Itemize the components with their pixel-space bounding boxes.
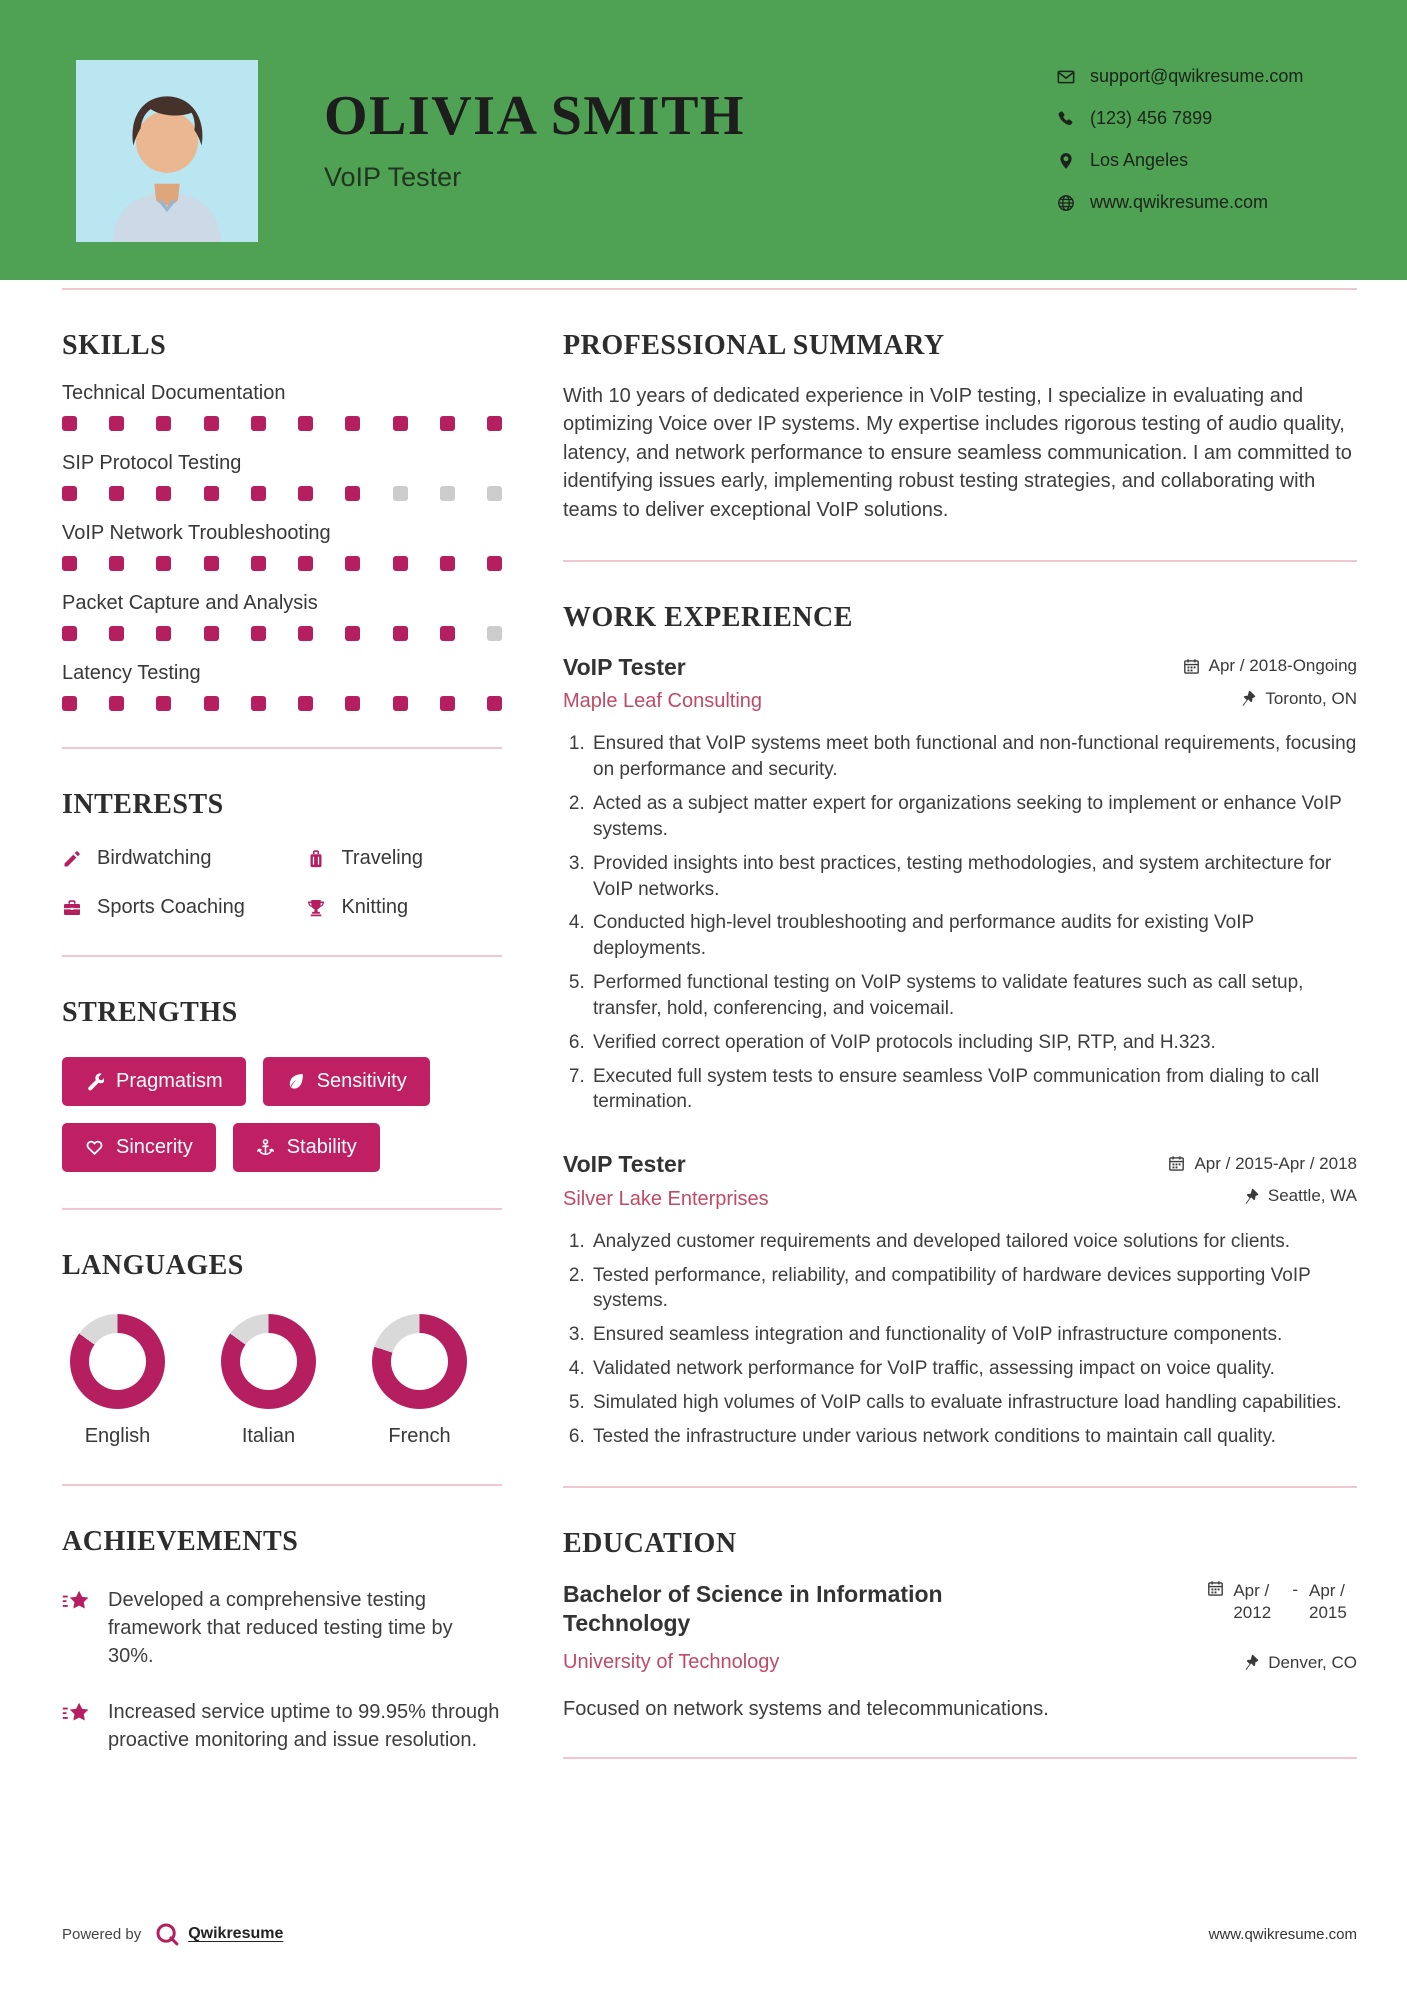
skill-item — [62, 452, 502, 501]
rating-square — [298, 486, 313, 501]
powered-by-label: Powered by — [62, 1925, 142, 1943]
interest-label: Sports Coaching — [97, 896, 245, 918]
contact-text: support@qwikresume.com — [1090, 66, 1304, 86]
language-label: English — [84, 1425, 151, 1447]
rating-square — [345, 416, 360, 431]
brand-name[interactable]: Qwikresume — [188, 1925, 284, 1942]
rating-square — [393, 416, 408, 431]
education-section — [563, 1528, 1357, 1722]
language-donut — [372, 1314, 467, 1409]
interest-item — [306, 896, 502, 919]
dates-text: Apr / 2015-Apr / 2018 — [1194, 1153, 1357, 1173]
rating-square — [487, 626, 502, 641]
pushpin-icon — [1242, 1654, 1259, 1671]
job-bullet: 4. Validated network performance for VoIP traffic, assessing impact on voice quality. — [590, 1356, 1357, 1382]
rating-square — [109, 556, 124, 571]
skill-item — [62, 592, 502, 641]
section-divider — [62, 955, 502, 957]
rating-square — [298, 416, 313, 431]
anchor-icon — [256, 1138, 275, 1157]
phone-icon — [1057, 110, 1075, 128]
education-dates — [1207, 1580, 1357, 1624]
avatar — [76, 60, 258, 242]
rating-square — [204, 556, 219, 571]
rating-square — [62, 626, 77, 641]
globe-icon — [1057, 194, 1075, 212]
job-bullet: 6. Tested the infrastructure under various network conditions to maintain call quality. — [590, 1424, 1357, 1450]
interests-section — [62, 789, 502, 919]
rating-square — [251, 416, 266, 431]
rating-square — [109, 416, 124, 431]
job-entry — [563, 654, 1357, 1115]
contact-item[interactable] — [1057, 150, 1357, 171]
achievements-list — [62, 1586, 502, 1754]
skill-rating — [62, 486, 502, 501]
work-entries — [563, 654, 1357, 1450]
interest-item — [306, 847, 502, 870]
rating-square — [251, 626, 266, 641]
rating-square — [345, 486, 360, 501]
rating-square — [440, 696, 455, 711]
rating-square — [393, 556, 408, 571]
suitcase-icon — [306, 849, 326, 869]
email-icon — [1057, 68, 1075, 86]
interests-grid — [62, 847, 502, 919]
skill-rating — [62, 556, 502, 571]
interest-label: Birdwatching — [97, 847, 212, 869]
contact-text: www.qwikresume.com — [1090, 192, 1269, 212]
language-label: Italian — [241, 1425, 296, 1447]
strength-label: Stability — [286, 1136, 357, 1158]
leaf-icon — [286, 1072, 305, 1091]
content-columns — [0, 290, 1407, 1759]
rating-square — [487, 556, 502, 571]
skill-name: Technical Documentation — [62, 382, 286, 404]
job-bullet: 2. Tested performance, reliability, and compatibility of hardware devices supporting VoIP systems. — [590, 1263, 1357, 1315]
rating-square — [393, 486, 408, 501]
rating-square — [251, 486, 266, 501]
rating-square — [62, 696, 77, 711]
job-title: VoIP Tester — [563, 653, 686, 680]
strength-pill — [233, 1123, 380, 1172]
rating-square — [62, 416, 77, 431]
rating-square — [62, 556, 77, 571]
contact-list — [1057, 60, 1357, 234]
rating-square — [156, 486, 171, 501]
interests-heading: INTERESTS — [62, 789, 224, 820]
footer — [62, 1922, 1357, 1946]
education-entry — [563, 1580, 1357, 1640]
person-name: OLIVIA SMITH — [324, 85, 745, 147]
location-text: Seattle, WA — [1267, 1186, 1357, 1206]
rating-square — [487, 486, 502, 501]
star-icon — [62, 1700, 90, 1728]
job-bullet: 6. Verified correct operation of VoIP protocols including SIP, RTP, and H.323. — [590, 1030, 1357, 1056]
summary-heading: PROFESSIONAL SUMMARY — [563, 330, 945, 361]
skill-rating — [62, 416, 502, 431]
strengths-section — [62, 997, 502, 1172]
language-donut — [70, 1314, 165, 1409]
rating-square — [298, 556, 313, 571]
work-heading: WORK EXPERIENCE — [563, 601, 853, 633]
language-donut — [221, 1314, 316, 1409]
job-bullets — [563, 731, 1357, 1115]
achievement-item — [62, 1586, 502, 1670]
rating-square — [251, 696, 266, 711]
rating-square — [298, 696, 313, 711]
section-divider — [563, 1486, 1357, 1488]
end-date: Apr / 2015 — [1309, 1580, 1347, 1622]
work-section — [563, 602, 1357, 1450]
languages-section — [62, 1250, 502, 1448]
education-subrow — [563, 1651, 1357, 1674]
achievements-section — [62, 1526, 502, 1754]
pushpin-icon — [1239, 690, 1256, 707]
rating-square — [156, 556, 171, 571]
strengths-heading: STRENGTHS — [62, 997, 238, 1028]
interest-item — [62, 896, 306, 919]
left-column — [62, 290, 502, 1754]
rating-square — [109, 626, 124, 641]
skill-name: VoIP Network Troubleshooting — [62, 522, 331, 544]
job-bullets — [563, 1229, 1357, 1450]
language-label: French — [388, 1425, 451, 1447]
company-name: Maple Leaf Consulting — [563, 690, 763, 713]
strength-pill — [62, 1057, 246, 1106]
rating-square — [204, 416, 219, 431]
person-title: VoIP Tester — [324, 162, 462, 192]
skills-list — [62, 382, 502, 711]
section-divider — [62, 747, 502, 749]
rating-square — [345, 556, 360, 571]
languages-heading: LANGUAGES — [62, 1250, 244, 1281]
strength-label: Pragmatism — [116, 1070, 223, 1092]
skill-rating — [62, 696, 502, 711]
skill-rating — [62, 626, 502, 641]
job-bullet: 1. Analyzed customer requirements and developed tailored voice solutions for clients. — [590, 1229, 1357, 1255]
job-entry — [563, 1151, 1357, 1449]
job-bullet: 2. Acted as a subject matter expert for organizations seeking to implement or enhance VoIP systems. — [590, 791, 1357, 843]
skill-item — [62, 662, 502, 711]
languages-row — [62, 1314, 502, 1448]
rating-square — [204, 696, 219, 711]
rating-square — [204, 486, 219, 501]
wrench-icon — [85, 1072, 104, 1091]
calendar-icon — [1168, 1155, 1185, 1172]
rating-square — [298, 626, 313, 641]
identity — [324, 84, 745, 193]
rating-square — [204, 626, 219, 641]
job-bullet: 5. Performed functional testing on VoIP systems to validate features such as call setup, transfer, hold, conferencing, and voicemail. — [590, 970, 1357, 1022]
rating-square — [109, 486, 124, 501]
rating-square — [156, 696, 171, 711]
skills-heading: SKILLS — [62, 330, 167, 361]
strength-pill — [62, 1123, 216, 1172]
dates-text: Apr / 2018-Ongoing — [1208, 656, 1357, 676]
rating-square — [345, 626, 360, 641]
rating-square — [487, 416, 502, 431]
interest-label: Traveling — [341, 847, 423, 869]
job-bullet: 3. Provided insights into best practices, testing methodologies, and system architecture for VoIP networks. — [590, 851, 1357, 903]
rating-square — [156, 416, 171, 431]
contact-text: (123) 456 7899 — [1090, 108, 1213, 128]
contact-item[interactable] — [1057, 108, 1357, 129]
education-heading: EDUCATION — [563, 1527, 737, 1559]
rating-square — [393, 696, 408, 711]
education-location — [1242, 1651, 1357, 1674]
education-note: Focused on network systems and telecommunications. — [563, 1698, 1049, 1721]
start-date: Apr / 2012 — [1233, 1580, 1272, 1622]
rating-square — [62, 486, 77, 501]
section-divider — [62, 1208, 502, 1210]
rating-square — [156, 626, 171, 641]
job-location — [1242, 1186, 1357, 1206]
rating-square — [440, 626, 455, 641]
job-bullet: 7. Executed full system tests to ensure seamless VoIP communication from dialing to call termination. — [590, 1064, 1357, 1116]
skill-item — [62, 382, 502, 431]
skills-section — [62, 330, 502, 711]
skill-name: Latency Testing — [62, 662, 201, 684]
date-separator: - — [1292, 1579, 1298, 1599]
interest-item — [62, 847, 306, 870]
job-bullet: 5. Simulated high volumes of VoIP calls to evaluate infrastructure load handling capabilities. — [590, 1390, 1357, 1416]
brand-link[interactable] — [155, 1922, 283, 1946]
heart-icon — [85, 1138, 104, 1157]
section-divider — [62, 1484, 502, 1486]
right-column — [563, 290, 1357, 1759]
trophy-icon — [306, 898, 326, 918]
section-divider — [563, 1757, 1357, 1759]
job-location — [1239, 689, 1357, 709]
footer-site-url[interactable]: www.qwikresume.com — [1208, 1925, 1357, 1943]
achievements-heading: ACHIEVEMENTS — [62, 1526, 299, 1557]
job-dates — [1168, 1154, 1357, 1174]
job-title: VoIP Tester — [563, 1151, 686, 1178]
job-bullet: 4. Conducted high-level troubleshooting and performance audits for existing VoIP deployments. — [590, 910, 1357, 962]
strength-pill — [263, 1057, 430, 1106]
contact-item[interactable] — [1057, 192, 1357, 213]
calendar-icon — [1183, 658, 1200, 675]
strength-label: Sincerity — [116, 1136, 193, 1158]
job-bullet: 1. Ensured that VoIP systems meet both functional and non-functional requirements, focusing on performance and security. — [590, 731, 1357, 783]
star-icon — [62, 1588, 90, 1616]
strengths-list — [62, 1057, 502, 1172]
rating-square — [440, 416, 455, 431]
rating-square — [487, 696, 502, 711]
contact-text: Los Angeles — [1090, 150, 1189, 170]
profile-photo — [76, 60, 258, 242]
calendar-icon — [1207, 1580, 1224, 1597]
interest-label: Knitting — [341, 896, 409, 918]
location-icon — [1057, 152, 1075, 170]
job-bullet: 3. Ensured seamless integration and functionality of VoIP infrastructure components. — [590, 1322, 1357, 1348]
rating-square — [109, 696, 124, 711]
degree-name: Bachelor of Science in Information Technology — [563, 1580, 943, 1637]
rating-square — [440, 486, 455, 501]
rating-square — [440, 556, 455, 571]
location-text: Toronto, ON — [1265, 688, 1357, 708]
language-item — [221, 1314, 316, 1448]
school-name: University of Technology — [563, 1651, 780, 1674]
pushpin-icon — [1242, 1188, 1259, 1205]
job-dates — [1183, 656, 1357, 676]
language-item — [70, 1314, 165, 1448]
strength-label: Sensitivity — [316, 1070, 407, 1092]
skill-name: SIP Protocol Testing — [62, 452, 242, 474]
summary-text: With 10 years of dedicated experience in VoIP testing, I specialize in evaluating and optimizing Voice over IP systems. My expertise includes rigorous testing of audio quality, latency, and network performance to ensure seamless communication. I am committed to identifying issues early, implementing robust testing strategies, and collaborating with teams to deliver exceptional VoIP solutions. — [563, 385, 1352, 521]
achievement-text: Increased service uptime to 99.95% through proactive monitoring and issue resolution. — [108, 1701, 500, 1751]
summary-section — [563, 330, 1357, 524]
contact-item[interactable] — [1057, 66, 1357, 87]
rating-square — [345, 696, 360, 711]
skill-item — [62, 522, 502, 571]
pencil-icon — [62, 849, 82, 869]
achievement-item — [62, 1698, 502, 1754]
section-divider — [563, 560, 1357, 562]
achievement-text: Developed a comprehensive testing framework that reduced testing time by 30%. — [108, 1589, 453, 1667]
skill-name: Packet Capture and Analysis — [62, 592, 318, 614]
location-text: Denver, CO — [1268, 1652, 1357, 1672]
rating-square — [251, 556, 266, 571]
briefcase-icon — [62, 898, 82, 918]
header — [0, 0, 1407, 280]
rating-square — [393, 626, 408, 641]
qlogo-icon — [155, 1922, 179, 1946]
language-item — [372, 1314, 467, 1448]
company-name: Silver Lake Enterprises — [563, 1187, 769, 1210]
